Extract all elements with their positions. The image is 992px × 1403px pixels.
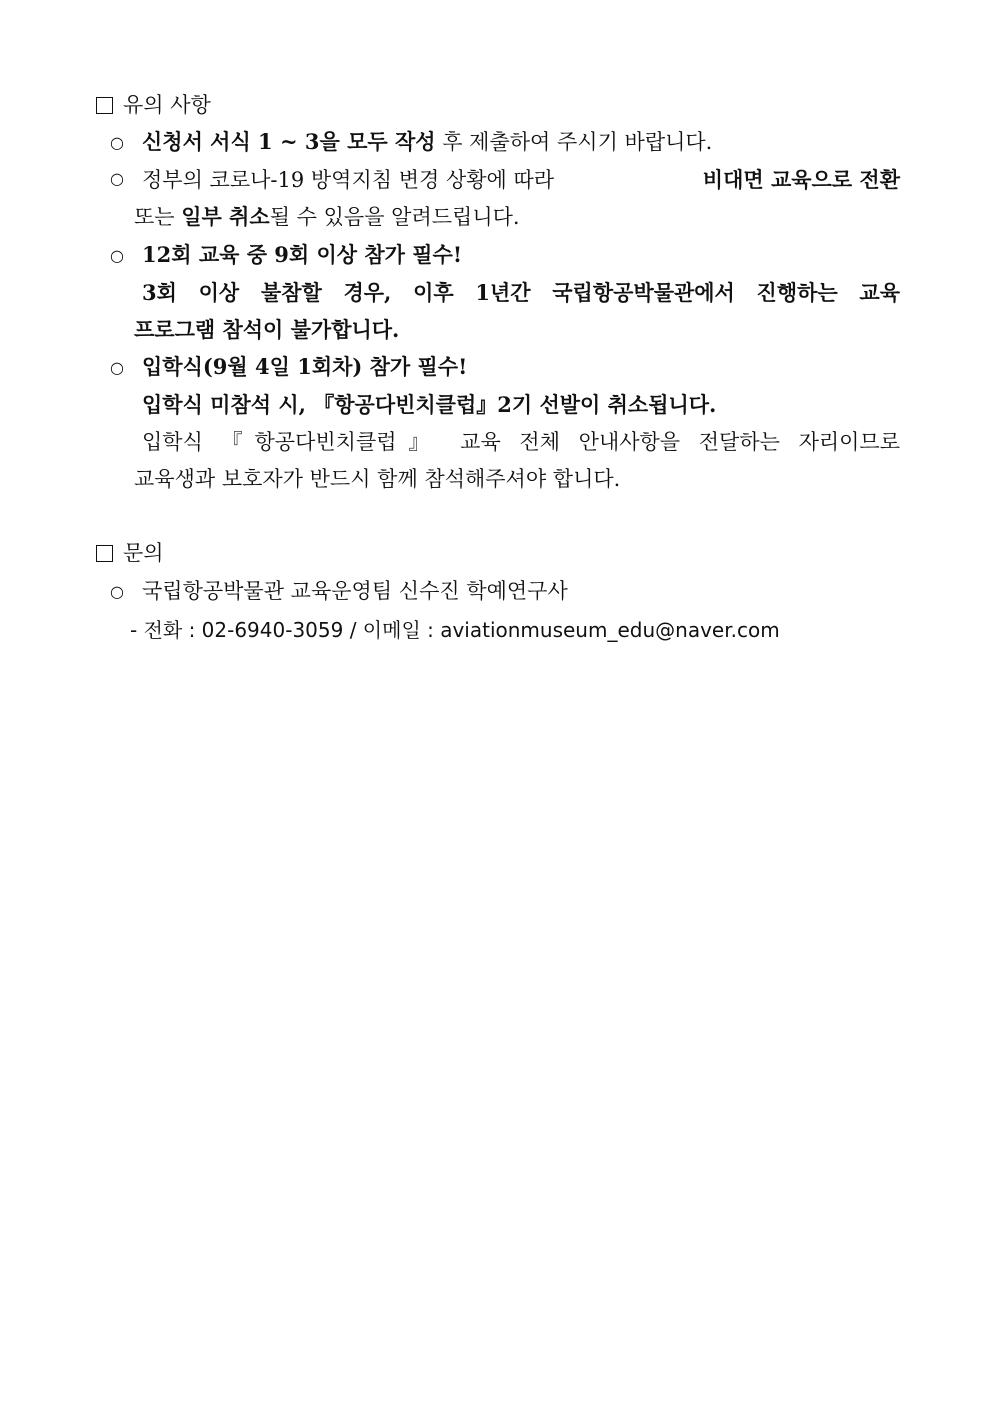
notice-item-4-line-2: 입학식 미참석 시, 『항공다빈치클럽』2기 선발이 취소됩니다. xyxy=(142,392,717,417)
notice-item-1-rest: 후 제출하여 주시기 바랍니다. xyxy=(435,130,713,154)
notice-item-3-text-1: 12회 교육 중 9회 이상 참가 필수! xyxy=(142,242,463,267)
notice-title-text: 유의 사항 xyxy=(123,93,211,117)
notice-item-4-text-1: 입학식(9월 4일 1회차) 참가 필수! xyxy=(142,354,468,379)
contact-details: - 전화 : 02-6940-3059 / 이메일 : aviationmuseum_edu@naver.com xyxy=(130,618,780,642)
notice-item-1 xyxy=(110,127,712,159)
circle-bullet-icon: ○ xyxy=(110,169,124,188)
contact-person xyxy=(110,576,568,608)
circle-bullet-icon: ○ xyxy=(110,358,124,377)
contact-title-text: 문의 xyxy=(123,541,164,565)
notice-item-2-line-1 xyxy=(110,165,900,195)
notice-item-2-line2-part1: 또는 xyxy=(134,205,182,229)
notice-item-2-text: 정부의 코로나-19 방역지침 변경 상황에 따라 xyxy=(142,168,555,192)
notice-item-4-line-1 xyxy=(110,352,467,384)
notice-item-1-bold: 신청서 서식 1 ~ 3을 모두 작성 xyxy=(142,129,436,154)
notice-section-title xyxy=(96,90,211,120)
contact-section-title xyxy=(96,538,164,568)
circle-bullet-icon: ○ xyxy=(110,246,124,265)
notice-item-2-bold: 비대면 교육으로 전환 xyxy=(702,167,900,192)
notice-item-3-line-3: 프로그램 참석이 불가합니다. xyxy=(134,317,400,342)
checkbox-square-icon xyxy=(96,545,113,562)
notice-item-4-line-4: 교육생과 보호자가 반드시 함께 참석해주셔야 합니다. xyxy=(134,467,621,491)
notice-item-4-line-3: 입학식 『항공다빈치클럽』 교육 전체 안내사항을 전달하는 자리이므로 xyxy=(142,430,900,454)
contact-person-text: 국립항공박물관 교육운영팀 신수진 학예연구사 xyxy=(142,579,568,603)
circle-bullet-icon: ○ xyxy=(110,582,124,601)
notice-item-2-line2-rest: 될 수 있음을 알려드립니다. xyxy=(269,205,520,229)
notice-item-3-line-1 xyxy=(110,240,462,272)
notice-item-3-line-2: 3회 이상 불참할 경우, 이후 1년간 국립항공박물관에서 진행하는 교육 xyxy=(142,280,900,305)
checkbox-square-icon xyxy=(96,97,113,114)
circle-bullet-icon: ○ xyxy=(110,133,124,152)
notice-item-2-bold-2: 일부 취소 xyxy=(181,204,270,229)
notice-item-2-line-2 xyxy=(134,202,520,232)
